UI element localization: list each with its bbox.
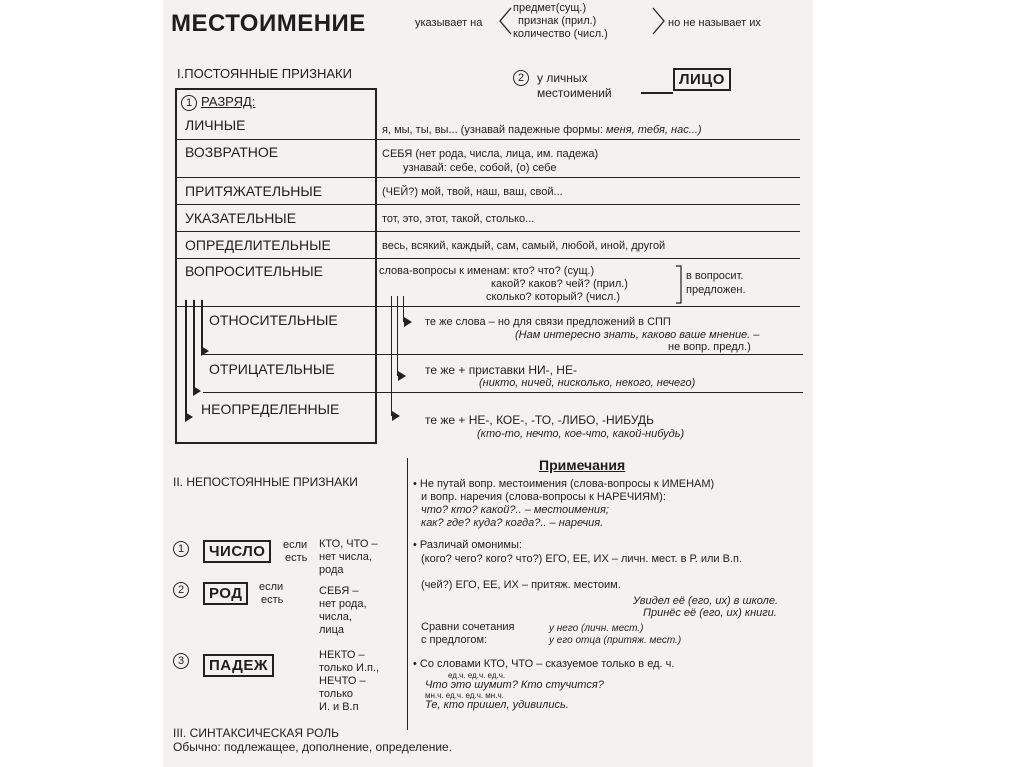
- header-item-quantity: количество (числ.): [513, 28, 608, 40]
- row-separator: [175, 139, 800, 140]
- case-note-4: только: [319, 688, 353, 700]
- desc-relative-example: (Нам интересно знать, каково ваше мнение. –: [515, 329, 760, 341]
- nonconstant-heading: II. НЕПОСТОЯННЫЕ ПРИЗНАКИ: [173, 475, 358, 489]
- gender-cond-1: если: [259, 581, 284, 593]
- row-separator: [175, 231, 800, 232]
- number-note-2: нет числа,: [319, 551, 372, 563]
- gender-cond-2: есть: [261, 594, 284, 606]
- desc-personal: я, мы, ты, вы... (узнавай падежные формы: меня, тебя, нас...): [382, 124, 702, 136]
- category-demonstrative: УКАЗАТЕЛЬНЫЕ: [185, 210, 297, 226]
- desc-demonstrative: тот, это, этот, такой, столько...: [382, 213, 535, 225]
- category-interrogative: ВОПРОСИТЕЛЬНЫЕ: [185, 263, 324, 279]
- number-note-3: рода: [319, 564, 344, 576]
- desc-negative-example: (никто, ничей, нисколько, некого, нечего): [479, 377, 696, 389]
- desc-interrogative: слова-вопросы к именам: кто? что? (сущ.): [379, 265, 595, 277]
- desc-reflexive-2: узнавай: себе, собой, (о) себе: [403, 162, 557, 174]
- header-item-attribute: признак (прил.): [518, 15, 597, 27]
- number-cond-1: если: [283, 539, 308, 551]
- textbook-page: [163, 0, 813, 767]
- desc-indefinite: те же + НЕ-, КОЕ-, -ТО, -ЛИБО, -НИБУДЬ: [425, 413, 654, 427]
- right-vertical-line: [397, 296, 398, 376]
- arrow-negative-right: [398, 371, 406, 381]
- category-indefinite: НЕОПРЕДЕЛЕННЫЕ: [201, 401, 340, 417]
- page-title: МЕСТОИМЕНИЕ: [171, 10, 366, 37]
- constant-heading: I.ПОСТОЯННЫЕ ПРИЗНАКИ: [177, 66, 352, 81]
- note1-line2: и вопр. наречия (слова-вопросы к НАРЕЧИЯМ):: [421, 491, 666, 503]
- row-separator: [203, 354, 803, 355]
- case-note-5: И. и В.п: [319, 701, 359, 713]
- indefinite-bracket: [185, 300, 187, 418]
- desc-reflexive: СЕБЯ (нет рода, числа, лица, им. падежа): [382, 148, 599, 160]
- case-note-3: НЕЧТО –: [319, 675, 366, 687]
- gender-note-4: лица: [319, 624, 344, 636]
- note2-line2: (кого? чего? кого? что?) ЕГО, ЕЕ, ИХ – личн. мест. в Р. или В.п.: [421, 553, 743, 565]
- note1-line1: • Не путай вопр. местоимения (слова-вопросы к ИМЕНАМ): [413, 478, 715, 490]
- note2-example2: Принёс её (его, их) книги.: [643, 607, 777, 619]
- syntax-text: Обычно: подлежащее, дополнение, определение.: [173, 740, 453, 754]
- desc-relative: те же слова – но для связи предложений в СПП: [425, 316, 671, 328]
- desc-determinative: весь, всякий, каждый, сам, самый, любой, иной, другой: [382, 240, 666, 252]
- person-connector: [641, 92, 673, 94]
- table-bottom-border: [175, 442, 377, 444]
- table-divider: [375, 88, 377, 444]
- note3-example1: у него (личн. мест.): [549, 623, 644, 634]
- header-item-subject: предмет(сущ.): [513, 2, 587, 14]
- desc-negative: те же + приставки НИ-, НЕ-: [425, 363, 577, 377]
- notes-heading: Примечания: [539, 457, 626, 473]
- note1-line4: как? где? куда? когда?.. – наречия.: [421, 517, 604, 529]
- case-item: 3: [173, 653, 193, 669]
- desc-interrogative-2: какой? каков? чей? (прил.): [491, 278, 628, 290]
- header-not-name: но не называет их: [668, 17, 761, 29]
- note2-example1: Увидел её (его, их) в школе.: [633, 595, 779, 607]
- table-top-border: [175, 88, 377, 90]
- syntax-heading: III. СИНТАКСИЧЕСКАЯ РОЛЬ: [173, 726, 340, 740]
- note3-line1: Сравни сочетания: [421, 621, 515, 633]
- gender-note-2: нет рода,: [319, 598, 367, 610]
- number-item: 1: [173, 541, 193, 557]
- category-reflexive: ВОЗВРАТНОЕ: [185, 144, 279, 160]
- arrow-relative-right: [404, 317, 412, 327]
- header-left-chevron: [498, 6, 512, 36]
- desc-indefinite-example: (кто-то, нечто, кое-что, какой-нибудь): [477, 428, 685, 440]
- person-box: ЛИЦО: [673, 68, 731, 91]
- arrow-negative: [193, 386, 201, 396]
- person-line2: местоимений: [537, 86, 612, 100]
- note2-line1: • Различай омонимы:: [413, 539, 522, 551]
- right-vertical-line: [391, 296, 392, 416]
- table-left-border: [175, 88, 177, 444]
- gender-item: 2: [173, 582, 193, 598]
- category-negative: ОТРИЦАТЕЛЬНЫЕ: [209, 361, 335, 377]
- interrogative-bracket: [674, 265, 684, 305]
- category-relative: ОТНОСИТЕЛЬНЫЕ: [209, 312, 338, 328]
- case-note-1: НЕКТО –: [319, 649, 365, 661]
- note2-line3: (чей?) ЕГО, ЕЕ, ИХ – притяж. местоим.: [421, 579, 621, 591]
- desc-interrogative-3: сколько? который? (числ.): [486, 291, 621, 303]
- desc-possessive: (ЧЕЙ?) мой, твой, наш, ваш, свой...: [382, 186, 563, 198]
- gender-note-3: числа,: [319, 611, 352, 623]
- row-separator: [175, 177, 800, 178]
- row-separator: [203, 392, 803, 393]
- note3-example2: у его отца (притяж. мест.): [549, 635, 682, 646]
- section-divider: [407, 458, 408, 730]
- note3-line2: с предлогом:: [421, 634, 488, 646]
- case-box: ПАДЕЖ: [203, 654, 274, 677]
- category-personal: ЛИЧНЫЕ: [185, 117, 246, 133]
- arrow-relative: [201, 346, 209, 356]
- note1-line3: что? кто? какой?.. – местоимения;: [421, 504, 609, 516]
- category-determinative: ОПРЕДЕЛИТЕЛЬНЫЕ: [185, 237, 331, 253]
- row-separator: [175, 306, 800, 307]
- arrow-indefinite: [185, 412, 193, 422]
- interrogative-side-2: предложен.: [686, 284, 746, 296]
- gender-note-1: СЕБЯ –: [319, 585, 359, 597]
- number-box: ЧИСЛО: [203, 540, 271, 563]
- desc-relative-example-2: не вопр. предл.): [668, 341, 751, 353]
- note4-example1: Что это шумит? Кто стучится?: [425, 679, 604, 691]
- note4-example2: Те, кто пришел, удивились.: [425, 699, 569, 711]
- arrow-indefinite-right: [392, 411, 400, 421]
- note4-marks1: ед.ч. ед.ч. ед.ч.: [448, 671, 506, 680]
- header-points-to: указывает на: [415, 17, 483, 29]
- razryad-label: 1 РАЗРЯД:: [181, 95, 255, 111]
- row-separator: [175, 258, 800, 259]
- person-number: 2: [513, 70, 533, 86]
- person-line1: у личных: [537, 71, 588, 85]
- interrogative-side-1: в вопросит.: [686, 270, 744, 282]
- category-possessive: ПРИТЯЖАТЕЛЬНЫЕ: [185, 183, 323, 199]
- note4-marks2: мн.ч. ед.ч. ед.ч. мн.ч.: [425, 691, 504, 700]
- case-note-2: только И.п.,: [319, 662, 380, 674]
- negative-bracket: [193, 300, 195, 394]
- header-right-chevron: [652, 6, 666, 36]
- number-note-1: КТО, ЧТО –: [319, 538, 378, 550]
- number-cond-2: есть: [285, 552, 308, 564]
- gender-box: РОД: [203, 582, 248, 605]
- note4-line1: • Со словами КТО, ЧТО – сказуемое только в ед. ч.: [413, 658, 675, 670]
- row-separator: [175, 204, 800, 205]
